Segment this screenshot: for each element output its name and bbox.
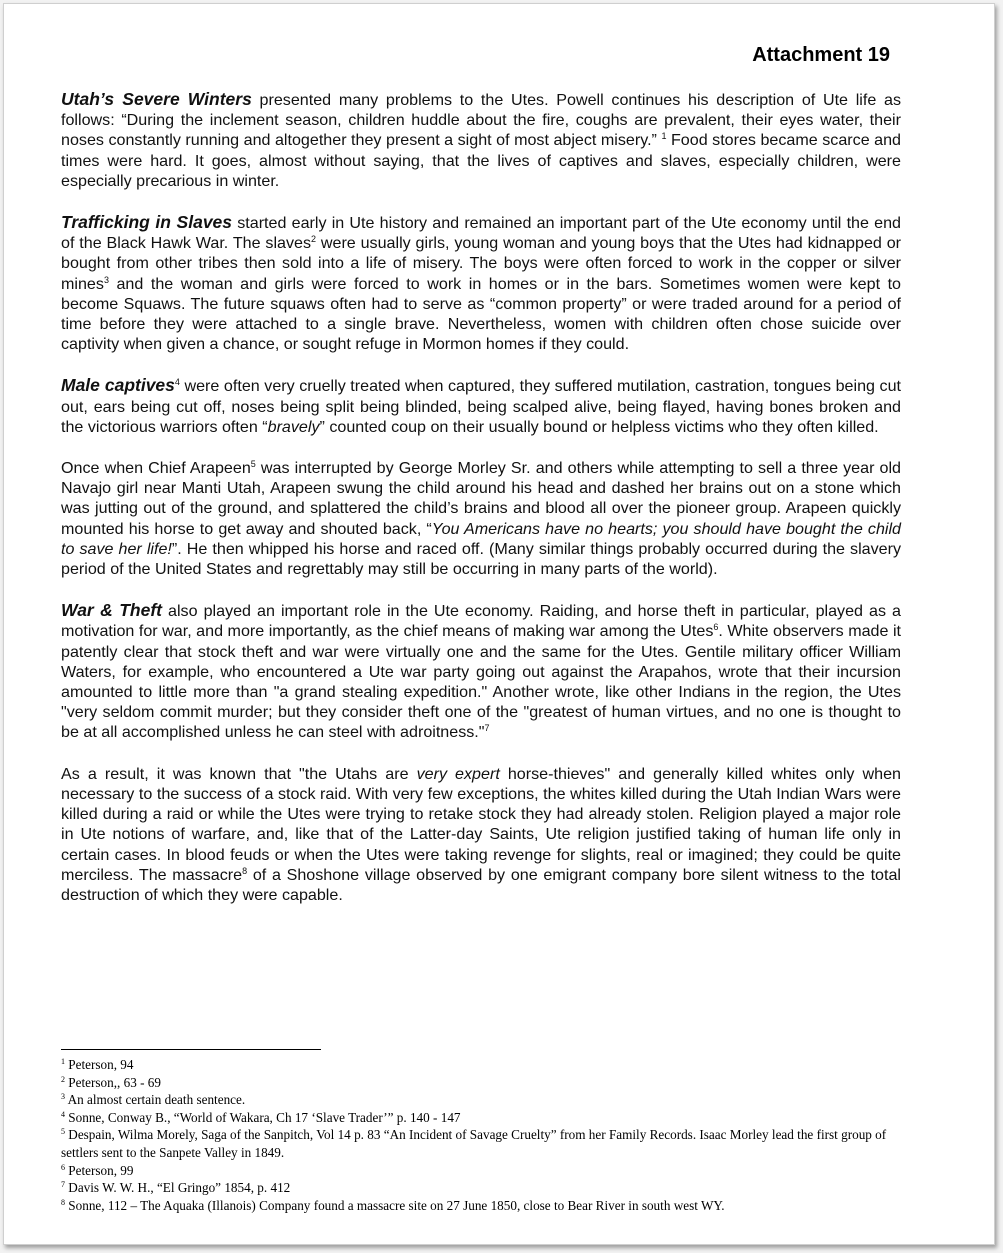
footnote-ref: 3 xyxy=(103,274,109,285)
emphasis-text: You Americans have no hearts; you should have bought the child to save her life! xyxy=(61,519,901,558)
lead-heading: Utah’s Severe Winters xyxy=(61,89,252,109)
footnote-number: 5 xyxy=(61,1127,65,1137)
footnote-text: Despain, Wilma Morely, Saga of the Sanpitch, Vol 14 p. 83 “An Incident of Savage Cruelty” from her Family Records. Isaac Morley lead the first group of settlers sent to the Sanpete Valley in 1849. xyxy=(61,1127,887,1160)
footnote-divider xyxy=(61,1049,321,1050)
footnote xyxy=(61,1056,901,1074)
lead-heading: War & Theft xyxy=(61,600,162,621)
paragraph-text: horse-thieves" and generally killed whites only when necessary to the success of a stock raid. With very few exceptions, the whites killed during the Utah Indian Wars were killed during a raid or while the Utes were trying to retake stock they had already stolen. Religion played a major role in Ute notions of warfare, and, like that of the Latter-day Saints, Ute religion justified taking of human life only in certain cases. In blood feuds or when the Utes were taking revenge for slights, real or imagined; they could be quite merciless. The massacre xyxy=(61,764,901,884)
footnote-ref: 2 xyxy=(311,234,317,245)
footnote xyxy=(61,1126,901,1161)
paragraph-male-captives xyxy=(61,375,901,437)
paragraph-text: also played an important role in the Ute economy. Raiding, and horse theft in particular, played as a motivation for war, and more importantly, as the chief means of making war among the Utes xyxy=(61,602,902,641)
footnote xyxy=(61,1197,901,1215)
emphasis-text: bravely xyxy=(267,417,320,436)
paragraph-text: Once when Chief Arapeen xyxy=(61,459,251,478)
paragraph-text: and the woman and girls were forced to work in homes or in the bars. Sometimes women were kept to become Squaws. The future squaws often had to serve as “common property” or were traded around for a period of time before they were attached to a single brave. Nevertheless, women with children often chose suicide over captivity when given a chance, or sought refuge in Mormon homes if they could. xyxy=(61,274,901,354)
paragraph-text: started early in Ute history and remained an important part of the Ute economy until the end of the Black Hawk War. The slaves xyxy=(61,214,901,253)
footnote-number: 6 xyxy=(61,1162,65,1172)
paragraph-trafficking xyxy=(61,212,901,354)
footnote-text: Peterson, 99 xyxy=(65,1162,134,1178)
paragraph-text: ”. He then whipped his horse and raced off. (Many similar things probably occurred during the slavery period of the United States and regrettably may still be occurring in many parts of the world). xyxy=(61,539,901,579)
lead-heading: Male captives xyxy=(61,375,175,396)
attachment-heading: Attachment 19 xyxy=(752,44,890,66)
paragraph-text: were often very cruelly treated when captured, they suffered mutilation, castration, tongues being cut out, ears being cut off, noses being split being blinded, being scalped alive, being flayed, having bones broken and the victorious warriors often “ xyxy=(61,377,902,436)
footnote-text: Peterson, 94 xyxy=(65,1057,134,1072)
footnote xyxy=(61,1179,901,1197)
paragraph-text: As a result, it was known that "the Utahs are xyxy=(61,764,417,783)
footnote-text: Sonne, 112 – The Aquaka (Illanois) Company found a massacre site on 27 June 1850, close to Bear River in south west WY. xyxy=(65,1197,725,1213)
footnote-ref: 4 xyxy=(174,377,180,388)
document-body xyxy=(61,89,901,926)
paragraph-text: . White observers made it patently clear that stock theft and war were virtually one and the same for the Utes. Gentile military officer William Waters, for example, who encountered a Ute war party going out against the Arapahos, wrote that their incursion amounted to little more than "a grand stealing expedition." Another wrote, like other Indians in the region, the Utes "very seldom commit murder; but they consider theft one of the "greatest of human virtues, and no one is thought to be at all accomplished unless he can steel with adroitness." xyxy=(61,622,902,742)
footnote-number: 7 xyxy=(61,1180,65,1190)
paragraph-text: were usually girls, young woman and young boys that the Utes had kidnapped or bought from other tribes then sold into a life of misery. The boys were often forced to work in the copper or silver mines xyxy=(61,234,901,293)
paragraph-text: of a Shoshone village observed by one emigrant company bore silent witness to the total destruction of which they were capable. xyxy=(61,865,902,904)
footnote-ref: 7 xyxy=(484,723,490,734)
footnote-text: Davis W. W. H., “El Gringo” 1854, p. 412 xyxy=(65,1180,291,1196)
footnote-ref: 1 xyxy=(661,131,667,142)
footnote-text: An almost certain death sentence. xyxy=(65,1092,246,1108)
footnote xyxy=(61,1091,901,1109)
footnote-text: Peterson,, 63 - 69 xyxy=(65,1074,161,1090)
paragraph-result xyxy=(61,764,901,905)
footnote xyxy=(61,1074,901,1092)
footnotes xyxy=(61,1056,901,1214)
paragraph-text: was interrupted by George Morley Sr. and others while attempting to sell a three year old Navajo girl near Manti Utah, Arapeen swung the child around his head and dashed her brains out on a stone which was jutting out of the ground, and splattered the child’s brains and blood all over the pioneer group. Arapeen quickly mounted his horse to get away and shouted back, “ xyxy=(61,459,901,538)
footnote xyxy=(61,1162,901,1180)
paragraph-text: ” counted coup on their usually bound or helpless victims who they often killed. xyxy=(319,417,879,436)
paragraph-war-theft xyxy=(61,600,901,742)
paragraph-winters xyxy=(61,89,901,191)
emphasis-text: very expert xyxy=(416,764,500,783)
footnote-ref: 6 xyxy=(713,622,719,633)
footnote xyxy=(61,1109,901,1127)
footnote-ref: 8 xyxy=(242,865,248,876)
footnote-text: Sonne, Conway B., “World of Wakara, Ch 17 ‘Slave Trader’” p. 140 - 147 xyxy=(65,1109,461,1125)
lead-heading: Trafficking in Slaves xyxy=(61,212,233,233)
footnote-number: 4 xyxy=(61,1109,65,1119)
footnote-number: 8 xyxy=(61,1197,65,1207)
paragraph-arapeen xyxy=(61,458,901,579)
document-page xyxy=(3,3,995,1245)
footnote-number: 2 xyxy=(61,1074,65,1084)
footnote-ref: 5 xyxy=(250,459,256,470)
paragraph-text: presented many problems to the Utes. Powell continues his description of Ute life as follows: “During the inclement season, children huddle about the fire, coughs are prevalent, their eyes water, their noses constantly running and altogether they present a sight of most abject misery.” xyxy=(61,91,901,150)
paragraph-text: Food stores became scarce and times were hard. It goes, almost without saying, that the lives of captives and slaves, especially children, were especially precarious in winter. xyxy=(61,131,902,190)
footnote-number: 3 xyxy=(61,1092,65,1102)
footnote-number: 1 xyxy=(61,1057,65,1066)
